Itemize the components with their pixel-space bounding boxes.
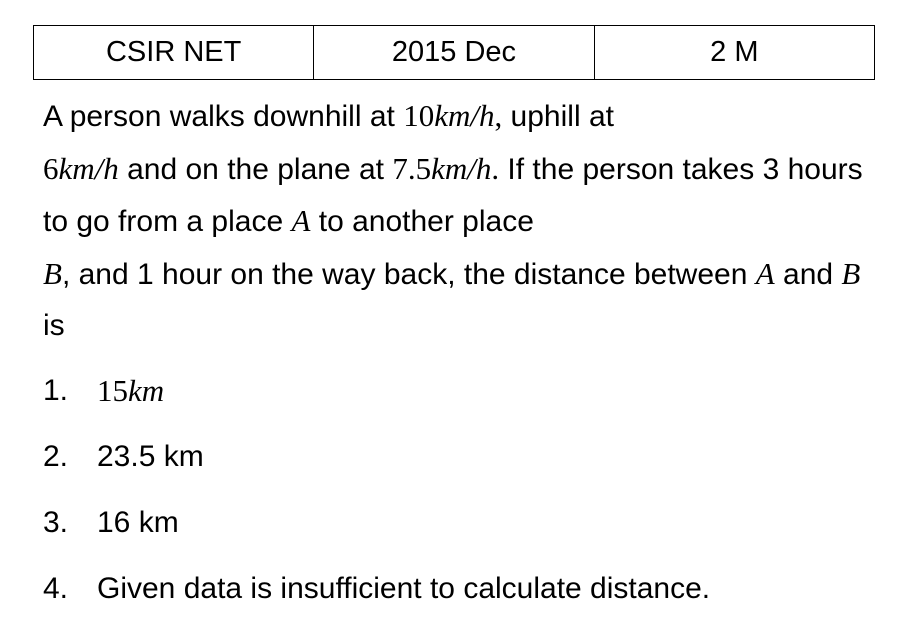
- option-text: [97, 373, 164, 409]
- speed-plane-punct: .: [491, 150, 500, 186]
- question-part: and: [774, 257, 842, 291]
- option-text: 16 km: [97, 506, 179, 539]
- option-number: 4.: [43, 572, 69, 605]
- place-a: A: [291, 203, 311, 238]
- speed-uphill-value: 6: [43, 150, 59, 186]
- option-4: [43, 556, 710, 622]
- option-value: 15: [97, 373, 128, 408]
- option-3: [43, 490, 710, 556]
- speed-plane: [392, 151, 499, 186]
- question-part: to another place: [310, 205, 534, 238]
- header-table: [33, 25, 875, 80]
- option-2: [43, 424, 710, 490]
- speed-downhill: [403, 98, 502, 133]
- question-part: is: [43, 309, 65, 342]
- speed-plane-unit: km/h: [431, 150, 492, 186]
- option-unit: km: [128, 373, 165, 408]
- exam-cell: CSIR NET: [34, 26, 314, 80]
- speed-uphill-unit: km/h: [58, 150, 119, 186]
- speed-uphill: [43, 151, 119, 186]
- option-1: [43, 358, 710, 424]
- option-number: 1.: [43, 374, 69, 407]
- session-cell: 2015 Dec: [314, 26, 594, 80]
- question-part: and on the plane at: [118, 152, 393, 186]
- question-text: [43, 90, 873, 352]
- place-b: B: [841, 255, 861, 291]
- speed-downhill-value: 10: [403, 98, 435, 133]
- option-number: 2.: [43, 440, 69, 473]
- option-text: Given data is insufficient to calculate distance.: [97, 572, 711, 605]
- place-a: A: [755, 255, 775, 291]
- question-part: If the person takes 3 hours to go from a place: [43, 152, 863, 238]
- speed-downhill-punct: ,: [494, 98, 503, 133]
- option-text: 23.5 km: [97, 440, 204, 473]
- place-b: B: [43, 255, 62, 291]
- question-part: uphill at: [502, 100, 614, 133]
- question-part: , and 1 hour on the way back, the distance between: [61, 257, 756, 291]
- marks-cell: 2 M: [594, 26, 874, 80]
- options-list: [43, 358, 710, 622]
- question-part: A person walks downhill at: [43, 100, 404, 133]
- speed-plane-value: 7.5: [392, 150, 432, 186]
- option-number: 3.: [43, 506, 69, 539]
- header-row: [34, 26, 875, 80]
- speed-downhill-unit: km/h: [434, 98, 495, 133]
